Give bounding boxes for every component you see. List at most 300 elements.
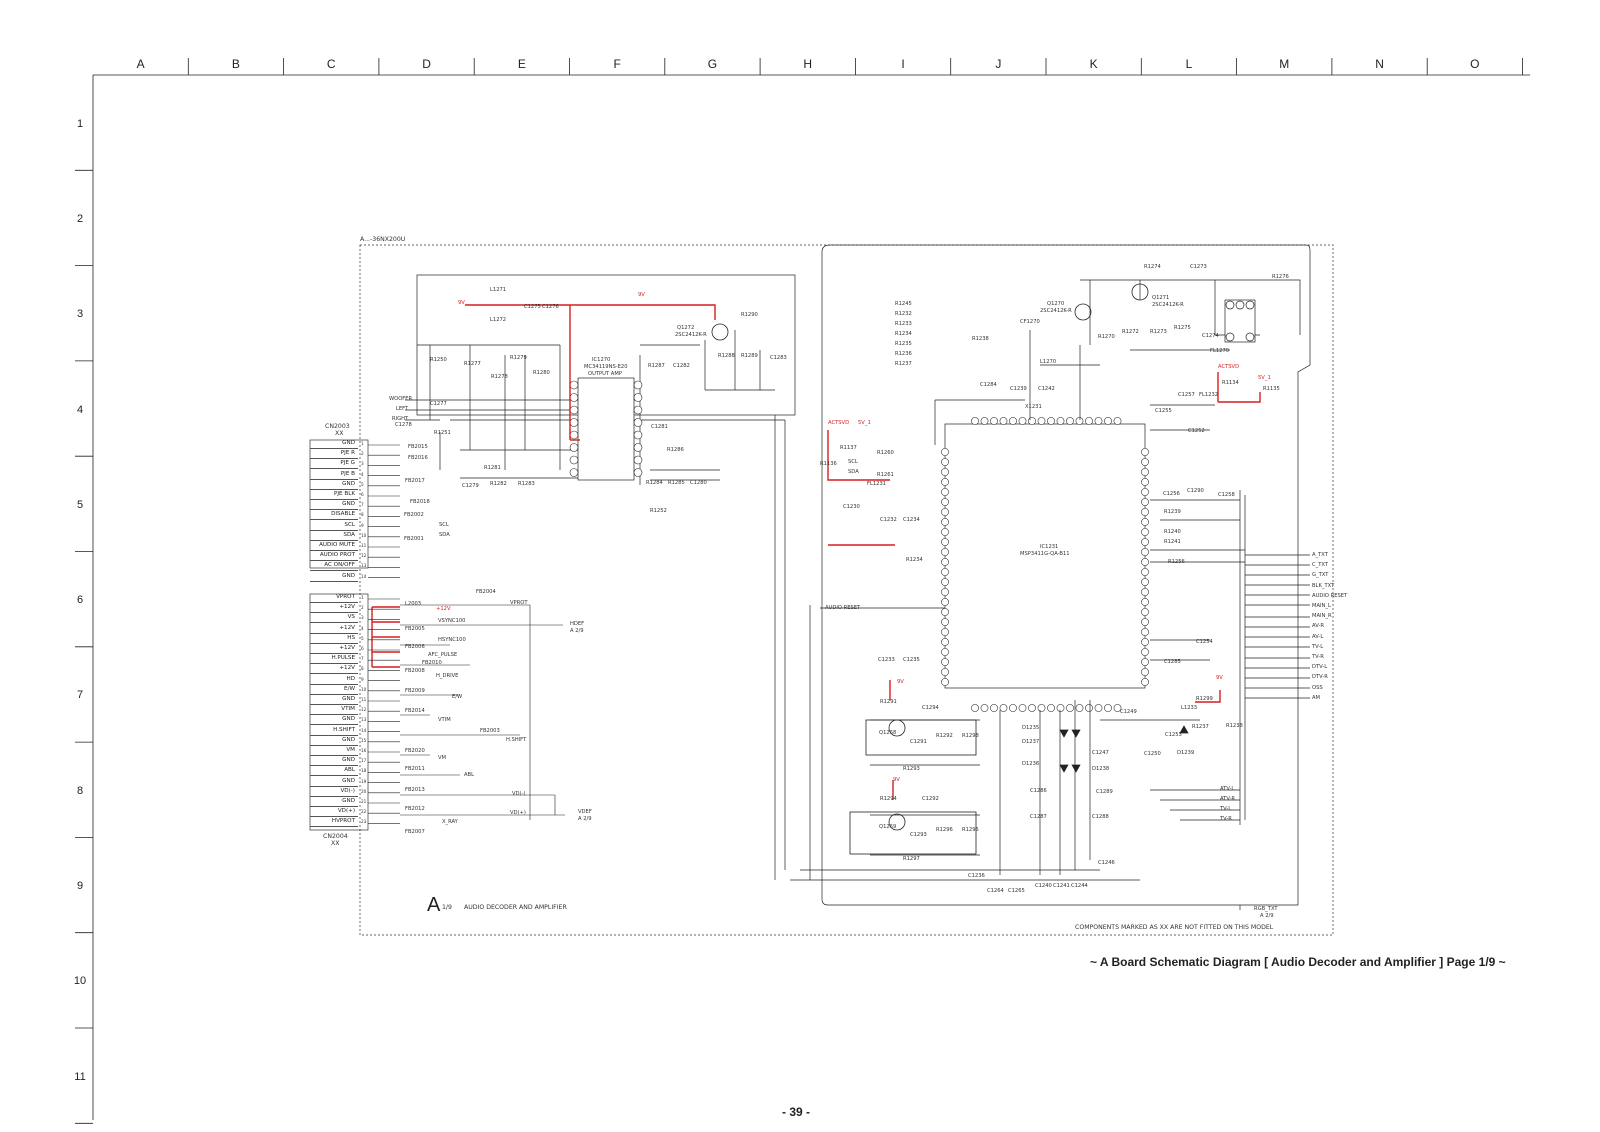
- c1279-label: C1279: [462, 483, 479, 489]
- cn2004-pin: E/W: [310, 686, 358, 695]
- r1291-label: R1291: [880, 699, 897, 705]
- c1274-label: C1274: [1202, 333, 1219, 339]
- cn2004-pin: GND: [310, 757, 358, 766]
- grid-column-f: F: [613, 57, 621, 71]
- r1279-label: R1279: [510, 355, 527, 361]
- cn2004-pin-number: 6: [361, 646, 364, 651]
- supply-actsvd-right: ACTSVD: [1218, 364, 1240, 370]
- right-lower-signal-label: TV-L: [1220, 806, 1232, 812]
- r1286-label: R1286: [667, 447, 684, 453]
- cn2004-pin: ABL: [310, 767, 358, 776]
- cn2003-pin: AUDIO MUTE: [310, 542, 358, 551]
- cn2004-pin-number: 7: [361, 656, 364, 662]
- supply-5v1-right: 5V_1: [1258, 375, 1271, 381]
- cn2004-name: CN2004: [323, 833, 348, 840]
- r1273-label: R1273: [1150, 329, 1167, 335]
- x1231-label: X1231: [1025, 404, 1042, 410]
- cn2004-pin: VS: [310, 614, 358, 623]
- right-signal-label: C_TXT: [1312, 562, 1329, 569]
- cn2004-pin: GND: [310, 737, 358, 746]
- cn2004-pin-number: 2: [361, 605, 364, 611]
- cn2003-pin: GND: [310, 440, 358, 449]
- r1239-label: R1239: [1164, 509, 1181, 515]
- net-vtim: VTIM: [438, 717, 451, 723]
- net-scl-left: SCL: [439, 522, 449, 528]
- right-lower-signal-label: ATV-L: [1220, 786, 1235, 792]
- cn2003-pin-number: 6: [361, 492, 364, 497]
- net-h-shift: H.SHIFT: [506, 737, 527, 743]
- c1273-label: C1273: [1190, 264, 1207, 270]
- net-scl-right: SCL: [848, 459, 858, 465]
- supply-5v1-left: 5V_1: [858, 420, 871, 426]
- c1234-label: C1234: [903, 517, 920, 523]
- supply-9v-b: 9V: [638, 292, 645, 298]
- ic1270-body: [578, 378, 634, 480]
- net-sda-left: SDA: [439, 532, 450, 538]
- grid-row-8: 8: [76, 784, 84, 797]
- r1296-label: R1296: [936, 827, 953, 833]
- c1264-label: C1264: [987, 888, 1004, 894]
- c1280-label: C1280: [690, 480, 707, 486]
- cn2004-pin: HD: [310, 676, 358, 685]
- cn2004-pin: VD(+): [310, 808, 358, 817]
- fb2007-label: FB2007: [405, 829, 425, 835]
- cn2004-pin: +12V: [310, 665, 358, 674]
- cf1270-label: CF1270: [1020, 319, 1040, 325]
- c1241-label: C1241: [1053, 883, 1070, 889]
- r1240-label: R1240: [1164, 529, 1181, 535]
- right-signal-label: DTV-R: [1312, 674, 1328, 681]
- ic1231-ref: IC1231: [1040, 544, 1059, 550]
- r1276-label: R1276: [1272, 274, 1289, 280]
- fl1270-symbol: [1225, 300, 1255, 342]
- c1252-label: C1252: [1188, 428, 1205, 434]
- d1237-label: D1237: [1022, 739, 1040, 745]
- d1236-label: D1236: [1022, 761, 1040, 767]
- cn2003-pin: GND: [310, 481, 358, 490]
- fb2011-label: FB2011: [405, 766, 425, 772]
- r1261-label: R1261: [877, 472, 894, 478]
- c1291-label: C1291: [910, 739, 927, 745]
- c1254-label: C1254: [1196, 639, 1213, 645]
- c1249-label: C1249: [1120, 709, 1137, 715]
- cn2004-pin: H.SHIFT: [310, 727, 358, 736]
- cn2003-pin-number: 12: [361, 553, 367, 559]
- fl1232-label: FL1232: [1199, 392, 1219, 398]
- l1272-label: L1272: [490, 317, 507, 323]
- cn2003-pin: SDA: [310, 532, 358, 541]
- cn2003-sub: XX: [335, 430, 344, 437]
- right-signal-label: BLK_TXT: [1312, 582, 1335, 589]
- fb2014-label: FB2014: [405, 708, 425, 714]
- right-signal-label: AUDIO RESET: [1312, 592, 1348, 599]
- cn2003-pin-number: 11: [361, 543, 367, 548]
- net-vd-plus: VD(+): [510, 810, 526, 816]
- c1277-label: C1277: [430, 401, 447, 407]
- board-outline: [360, 245, 1333, 935]
- vdef-label: VDEF: [578, 809, 592, 815]
- c1230-label: C1230: [843, 504, 860, 510]
- r1290-label: R1290: [741, 312, 758, 318]
- cn2004-pin: H.PULSE: [310, 655, 358, 664]
- cn2004-pin-number: 10: [361, 686, 367, 692]
- right-signal-label: G_TXT: [1312, 572, 1329, 579]
- r1260-label: R1260: [877, 450, 894, 456]
- c1285-label: C1285: [1164, 659, 1181, 665]
- r1134-label: R1134: [1222, 380, 1239, 386]
- cn2004-pin-number: 12: [361, 707, 367, 713]
- grid-column-k: K: [1089, 57, 1098, 71]
- cn2004-pin: +12V: [310, 625, 358, 634]
- cn2004-pin-number: 8: [361, 666, 364, 672]
- net-audio-reset: AUDIO RESET: [825, 605, 861, 611]
- grid-column-l: L: [1185, 57, 1193, 71]
- grid-column-n: N: [1375, 57, 1384, 71]
- c1256-label: C1256: [1163, 491, 1180, 497]
- c1258-label: C1258: [1218, 492, 1235, 498]
- cn2004-pin: VPROT: [310, 594, 358, 603]
- c1246-label: C1246: [1098, 860, 1115, 866]
- grid-row-4: 4: [76, 403, 84, 416]
- fb2010-label: FB2010: [422, 660, 442, 666]
- r1256-label: R1256: [1168, 559, 1185, 565]
- q1269-ref: Q1269: [879, 824, 897, 830]
- cn2004-pin-number: 17: [361, 758, 367, 764]
- grid-row-9: 9: [76, 880, 84, 893]
- l1271-label: L1271: [490, 287, 507, 293]
- r1298-label: R1298: [962, 733, 979, 739]
- r1274-label: R1274: [1144, 264, 1161, 270]
- grid-column-d: D: [422, 57, 431, 71]
- right-signal-label: MAIN_L: [1312, 603, 1331, 609]
- hdef-label: HDEF: [570, 621, 585, 627]
- cn2003-pin-number: 3: [361, 461, 364, 467]
- supply-12v: +12V: [436, 606, 451, 612]
- right-signal-label: MAIN_R: [1312, 613, 1332, 620]
- r1241-label: R1241: [1164, 539, 1181, 545]
- fb2002-label: FB2002: [404, 512, 424, 518]
- net-vd-minus: VD(-): [512, 791, 526, 797]
- c1253-label: C1253: [1165, 732, 1182, 738]
- c1250-label: C1250: [1144, 751, 1161, 757]
- cn2004-pin-number: 15: [361, 737, 367, 743]
- board-page: 1/9: [442, 904, 452, 911]
- cn2004-pin-number: 4: [361, 625, 364, 631]
- c1278-label: C1278: [395, 422, 412, 428]
- net-h-drive: H_DRIVE: [436, 673, 459, 679]
- r1137-label: R1137: [840, 445, 857, 451]
- fb2017-label: FB2017: [405, 478, 425, 484]
- fb2009-label: FB2009: [405, 688, 425, 694]
- grid-column-a: A: [136, 57, 145, 71]
- ladder-resistor-label: R1234: [895, 331, 912, 337]
- net-left: LEFT: [396, 406, 409, 412]
- grid-column-j: J: [995, 57, 1002, 71]
- c1286-label: C1286: [1030, 788, 1047, 794]
- cn2003-pin: SCL: [310, 522, 358, 531]
- r1238-label: R1238: [972, 336, 989, 342]
- c1289-label: C1289: [1096, 789, 1113, 795]
- fb2018-label: FB2018: [410, 499, 430, 505]
- cn2004-pin-number: 16: [361, 748, 367, 753]
- net-vsync100: VSYNC100: [438, 618, 466, 624]
- grid-row-3: 3: [76, 308, 84, 321]
- cn2003-pin-number: 5: [361, 481, 364, 487]
- l2003-label: L2003: [405, 601, 422, 607]
- grid-row-10: 10: [73, 975, 87, 988]
- r1293-label: R1293: [903, 766, 920, 772]
- fb2008-label: FB2008: [405, 668, 425, 674]
- right-signal-label: TV-R: [1312, 654, 1324, 660]
- ic1231-part: MSP3411G-QA-B11: [1020, 551, 1070, 557]
- cn2003-pin-number: 8: [361, 512, 364, 518]
- r1299-label: R1299: [1196, 696, 1213, 702]
- grid-column-e: E: [517, 57, 526, 71]
- cn2004-pin: +12V: [310, 604, 358, 613]
- right-signal-label: AM: [1312, 694, 1321, 701]
- net-woofer: WOOFER: [389, 396, 413, 402]
- grid-column-g: G: [707, 57, 718, 71]
- cn2003-pin-number: 4: [361, 471, 364, 477]
- cn2003-pin: DISABLE: [310, 511, 358, 520]
- grid-column-i: I: [901, 57, 905, 71]
- q1271-part: 2SC2412K-R: [1152, 302, 1184, 308]
- r1270-label: R1270: [1098, 334, 1115, 340]
- cn2004-pin-number: 5: [361, 635, 364, 641]
- r1234-label: R1234: [906, 557, 923, 563]
- cn2003-pin-number: 14: [361, 573, 367, 579]
- cn2004-pin: GND: [310, 716, 358, 725]
- cn2004-pin: GND: [310, 696, 358, 705]
- grid-column-m: M: [1279, 57, 1290, 71]
- cn2004-pin-number: 9: [361, 676, 364, 682]
- supply-9v-c: 9V: [897, 679, 904, 685]
- grid-row-5: 5: [76, 498, 84, 511]
- c1284-label: C1284: [980, 382, 997, 388]
- cn2004-pin: VD(-): [310, 788, 358, 797]
- net-vprot: VPROT: [510, 600, 528, 606]
- cn2003-pin: PJE B: [310, 471, 358, 480]
- cn2003-pin: PJE G: [310, 460, 358, 469]
- r1278-label: R1278: [491, 374, 508, 380]
- fb2012-label: FB2012: [405, 806, 425, 812]
- r1297-label: R1297: [903, 856, 920, 862]
- fl1231-label: FL1231: [867, 481, 887, 487]
- ic1270-ref: IC1270: [592, 357, 611, 363]
- r1275-label: R1275: [1174, 325, 1191, 331]
- c1283-label: C1283: [770, 355, 787, 361]
- cn2003-pin-number: 9: [361, 522, 364, 528]
- cn2004-pin-number: 22: [361, 809, 367, 815]
- cn2003-pin: AC ON/OFF: [310, 562, 358, 571]
- c1233-label: C1233: [878, 657, 895, 663]
- c1293-label: C1293: [910, 832, 927, 838]
- r1294-label: R1294: [880, 796, 897, 802]
- r1292-label: R1292: [936, 733, 953, 739]
- c1287-label: C1287: [1030, 814, 1047, 820]
- ic1270-part: MC34119NS-E20: [584, 364, 628, 370]
- right-signal-label: OSS: [1312, 684, 1323, 691]
- c1290-label: C1290: [1187, 488, 1204, 494]
- c1255-label: C1255: [1155, 408, 1172, 414]
- ic1270-desc: OUTPUT AMP: [588, 371, 622, 377]
- grid-column-o: O: [1470, 57, 1480, 71]
- right-signal-label: DTV-L: [1312, 664, 1328, 671]
- r1287-label: R1287: [648, 363, 665, 369]
- hdef-ref: A 2/9: [570, 628, 584, 634]
- board-title: AUDIO DECODER AND AMPLIFIER: [464, 904, 567, 911]
- cn2004-pin-number: 14: [361, 727, 367, 733]
- fl1270-label: FL1270: [1210, 348, 1230, 354]
- cn2004-pin-number: 3: [361, 615, 364, 621]
- supply-9v-a: 9V: [458, 300, 465, 306]
- ladder-resistor-label: R1237: [895, 361, 912, 367]
- right-signal-label: AV-R: [1312, 623, 1324, 630]
- cn2004-sub: XX: [331, 840, 340, 847]
- r1282-label: R1282: [490, 481, 507, 487]
- cn2003-name: CN2003: [325, 423, 350, 430]
- c1282-label: C1282: [673, 363, 690, 369]
- c1265-label: C1265: [1008, 888, 1025, 894]
- cn2003-pin-number: 13: [361, 563, 367, 569]
- grid-row-7: 7: [76, 689, 84, 702]
- net-afc-pulse: AFC_PULSE: [428, 652, 458, 658]
- r1252-label: R1252: [650, 508, 667, 514]
- fb2013-label: FB2013: [405, 787, 425, 793]
- r1136-label: R1136: [820, 461, 837, 467]
- grid-row-1: 1: [76, 117, 84, 130]
- cn2004-pin-number: 18: [361, 768, 367, 774]
- right-lower-signal-label: ATV-R: [1220, 796, 1236, 802]
- net-right: RIGHT: [392, 416, 409, 422]
- cn2003-pin: GND: [310, 501, 358, 510]
- ladder-resistor-label: R1235: [895, 341, 912, 347]
- cn2003-pin-number: 7: [361, 502, 364, 508]
- cn2004-pin-number: 21: [361, 799, 367, 804]
- r1284-label: R1284: [646, 480, 663, 486]
- ladder-resistor-label: R1236: [895, 351, 912, 357]
- cn2004-pin: HS: [310, 635, 358, 644]
- board-letter: A: [427, 894, 441, 916]
- fb2005-label: FB2005: [405, 626, 425, 632]
- fitted-note: COMPONENTS MARKED AS XX ARE NOT FITTED ON THIS MODEL: [1075, 924, 1274, 931]
- cn2003-pin: PJE R: [310, 450, 358, 459]
- supply-9v-d: 9V: [893, 777, 900, 783]
- cn2003-pin-number: 10: [361, 532, 367, 538]
- q1272-part: 2SC2412K-R: [675, 332, 707, 338]
- net-ew: E/W: [452, 694, 463, 700]
- cn2004-pin: GND: [310, 798, 358, 807]
- supply-9v-e: 9V: [1216, 675, 1223, 681]
- model-label: A...-36NX200U: [360, 236, 406, 243]
- ladder-resistor-label: R1233: [895, 321, 912, 327]
- ladder-resistor-label: R1232: [895, 311, 912, 317]
- q1270-part: 2SC2412K-R: [1040, 308, 1072, 314]
- cn2004-pin: VTIM: [310, 706, 358, 715]
- c1288-label: C1288: [1092, 814, 1109, 820]
- c1240-label: C1240: [1035, 883, 1052, 889]
- r1288-label: R1288: [718, 353, 735, 359]
- rgb-txt-ref: A 2/9: [1260, 913, 1274, 919]
- supply-actsvd-left: ACTSVD: [828, 420, 850, 426]
- right-lower-signal-label: TV-R: [1220, 816, 1232, 822]
- cn2004-pin-number: 1: [361, 595, 364, 600]
- grid-column-h: H: [803, 57, 813, 71]
- right-signal-label: TV-L: [1312, 643, 1324, 650]
- cn2004-pin-number: 23: [361, 819, 367, 825]
- c1232-label: C1232: [880, 517, 897, 523]
- cn2003-pin-number: 2: [361, 451, 364, 457]
- r1135-label: R1135: [1263, 386, 1280, 392]
- c1236-label: C1236: [968, 873, 985, 879]
- cn2003-pin: PJE BLK: [310, 491, 358, 500]
- right-signal-label: AV-L: [1312, 633, 1324, 640]
- net-x-ray: X_RAY: [442, 819, 458, 825]
- fb2001-label: FB2001: [404, 536, 424, 542]
- cn2004-pin-number: 19: [361, 778, 367, 784]
- r1272-label: R1272: [1122, 329, 1139, 335]
- cn2004-pin: +12V: [310, 645, 358, 654]
- fb2020-label: FB2020: [405, 748, 425, 754]
- r1280-label: R1280: [533, 370, 550, 376]
- d1235-label: D1235: [1022, 725, 1040, 731]
- c1294-label: C1294: [922, 705, 939, 711]
- cn2003-pin-number: 1: [361, 441, 364, 446]
- ladder-resistor-label: R1245: [895, 301, 912, 307]
- fb2006-label: FB2006: [405, 644, 425, 650]
- l1233-label: L1233: [1181, 705, 1198, 711]
- q1270-ref: Q1270: [1047, 301, 1065, 307]
- cn2004-pin-number: 20: [361, 788, 367, 794]
- grid-row-6: 6: [76, 594, 84, 607]
- right-signal-label: A_TXT: [1312, 552, 1328, 558]
- c1244-label: C1244: [1071, 883, 1088, 889]
- fb2015-label: FB2015: [408, 444, 428, 450]
- r1238b-label: R1238: [1226, 723, 1243, 729]
- net-abl: ABL: [464, 772, 474, 778]
- c1275-label: C1275: [524, 304, 541, 310]
- r1251-label: R1251: [434, 430, 451, 436]
- r1295-label: R1295: [962, 827, 979, 833]
- connector-wiring: [368, 445, 565, 823]
- c1247-label: C1247: [1092, 750, 1109, 756]
- q1272-ref: Q1272: [677, 325, 695, 331]
- r1250-label: R1250: [430, 357, 447, 363]
- r1281-label: R1281: [484, 465, 501, 471]
- c1257-label: C1257: [1178, 392, 1195, 398]
- cn2004-pin: VM: [310, 747, 358, 756]
- c1281-label: C1281: [651, 424, 668, 430]
- l1270-label: L1270: [1040, 359, 1057, 365]
- fb2016-label: FB2016: [408, 455, 428, 461]
- d1238-label: D1238: [1092, 766, 1110, 772]
- cn2004-pin-number: 13: [361, 717, 367, 723]
- r1277-label: R1277: [464, 361, 481, 367]
- cn2004-pin: HVPROT: [310, 818, 358, 827]
- cn2004-pin: GND: [310, 778, 358, 787]
- cn2004-pin-number: 11: [361, 697, 367, 702]
- rgb-txt-label: RGB_TXT: [1254, 906, 1278, 912]
- net-hsync100: HSYNC100: [438, 637, 466, 643]
- c1235-label: C1235: [903, 657, 920, 663]
- cn2003-pin: AUDIO PROT: [310, 552, 358, 561]
- q1271-ref: Q1271: [1152, 295, 1170, 301]
- c1276-label: C1276: [542, 304, 559, 310]
- net-vm: VM: [438, 755, 447, 761]
- cn2003-pin: GND: [310, 573, 358, 582]
- net-sda-right: SDA: [848, 469, 859, 475]
- diagram-caption: ~ A Board Schematic Diagram [ Audio Decoder and Amplifier ] Page 1/9 ~: [1090, 955, 1506, 969]
